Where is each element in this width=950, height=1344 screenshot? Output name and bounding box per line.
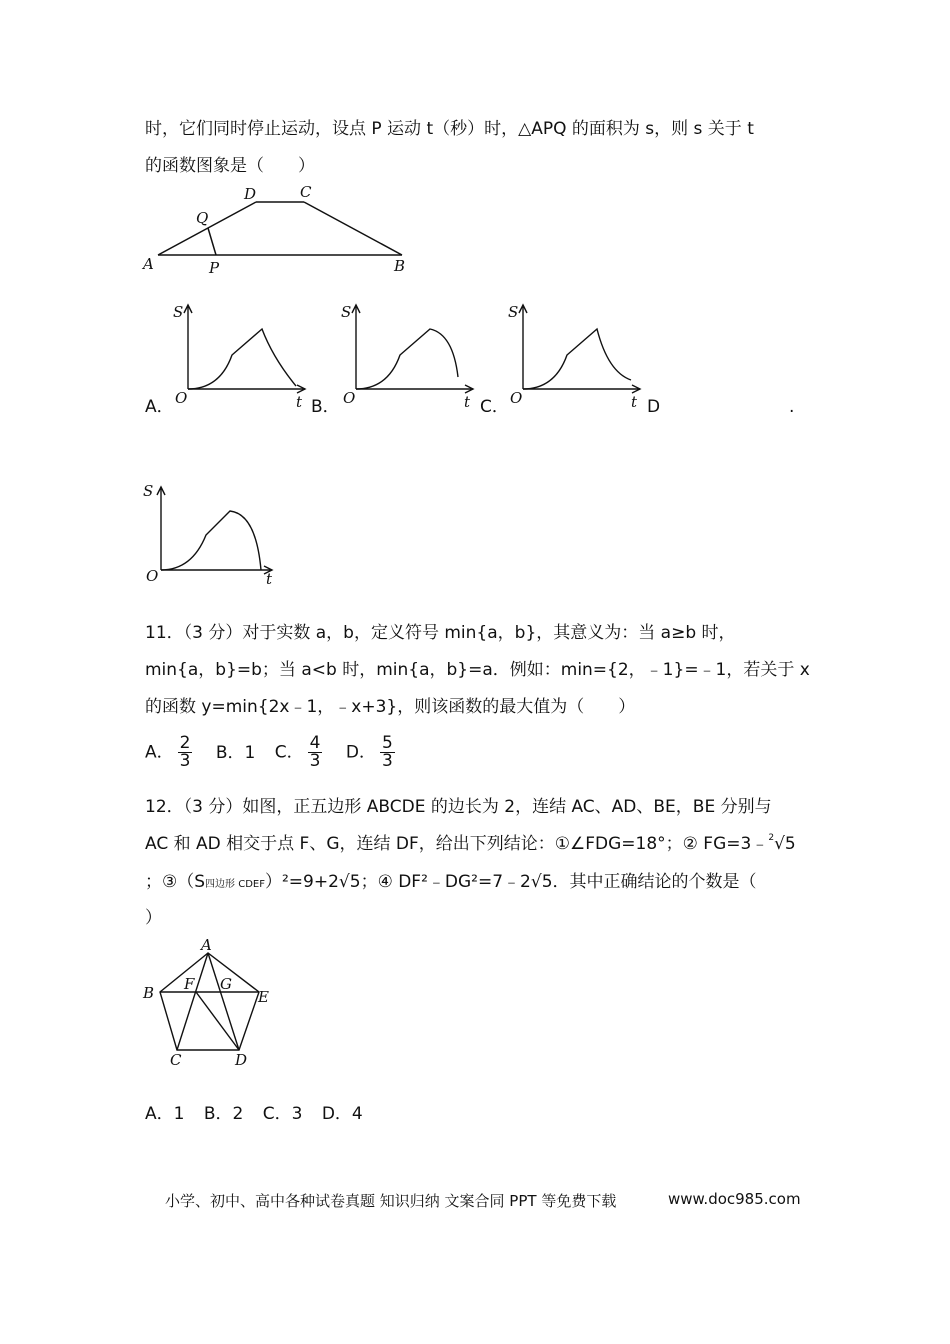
q11-line2: min{a，b}=b；当 a<b 时，min{a，b}=a．例如：min={2，﹣1}=﹣1，若关于 x bbox=[145, 660, 810, 680]
pent-label-D: D bbox=[235, 1051, 248, 1069]
pent-label-C: C bbox=[170, 1051, 182, 1069]
label-D: D bbox=[244, 185, 257, 203]
q10-option-c: C． bbox=[480, 397, 509, 417]
graph-c bbox=[500, 300, 650, 412]
label-C: C bbox=[300, 183, 312, 201]
graph-a-o: O bbox=[175, 389, 188, 407]
q10-option-d-dot: . bbox=[789, 397, 795, 417]
q12-line3: ；③（S四边形 CDEF）²=9+2√5；④ DF²﹣DG²=7﹣2√5．其中正确结论的个数是（ bbox=[145, 872, 757, 892]
q11-options bbox=[145, 735, 413, 770]
q11-option-d: D． $\frac{5}{3}$ bbox=[345, 733, 393, 771]
graph-c-s: S bbox=[508, 303, 519, 321]
label-P: P bbox=[209, 259, 220, 277]
graph-a-t: t bbox=[296, 393, 303, 411]
q10-line1: 时，它们同时停止运动，设点 P 运动 t（秒）时，△APQ 的面积为 s，则 s 关于 t bbox=[145, 119, 754, 139]
q10-line2: 的函数图象是（ ） bbox=[145, 156, 315, 176]
q10-option-d: D bbox=[647, 397, 661, 417]
label-A: A bbox=[143, 255, 154, 273]
q12-line1: 12．（3 分）如图，正五边形 ABCDE 的边长为 2，连结 AC、AD、BE，BE 分别与 bbox=[145, 797, 772, 817]
q12-line4: ） bbox=[145, 908, 162, 928]
q11-line1: 11．（3 分）对于实数 a，b，定义符号 min{a，b}，其意义为：当 a≥b 时， bbox=[145, 623, 736, 643]
graph-c-t: t bbox=[631, 393, 638, 411]
label-B: B bbox=[394, 257, 406, 275]
q12-option-b: B．2 bbox=[203, 1104, 244, 1124]
graph-b bbox=[333, 300, 483, 412]
graph-b-t: t bbox=[464, 393, 471, 411]
graph-c-o: O bbox=[510, 389, 523, 407]
graph-d-t: t bbox=[266, 570, 273, 588]
footer-url[interactable]: www.doc985.com bbox=[668, 1190, 801, 1208]
graph-a-s: S bbox=[173, 303, 184, 321]
pent-label-A: A bbox=[201, 936, 212, 954]
q11-option-c: C． $\frac{4}{3}$ bbox=[274, 733, 321, 771]
pent-label-E: E bbox=[258, 988, 269, 1006]
graph-d-o: O bbox=[146, 567, 159, 585]
pentagon-figure bbox=[140, 935, 280, 1070]
trapezoid-figure bbox=[140, 183, 420, 278]
graph-d-s: S bbox=[143, 482, 154, 500]
pent-label-F: F bbox=[184, 975, 195, 993]
q11-option-b: B．1 bbox=[215, 742, 256, 763]
q11-option-a: A． $\frac{2}{3}$ bbox=[145, 733, 191, 771]
graph-b-o: O bbox=[343, 389, 356, 407]
q10-option-a: A． bbox=[145, 397, 174, 417]
q12-line2: AC 和 AD 相交于点 F、G，连结 DF，给出下列结论：①∠FDG=18°；② FG=3﹣$^2$√5 bbox=[145, 833, 796, 854]
footer-text: 小学、初中、高中各种试卷真题 知识归纳 文案合同 PPT 等免费下载 bbox=[165, 1192, 617, 1210]
q12-option-c: C．3 bbox=[262, 1104, 303, 1124]
q12-option-a: A．1 bbox=[145, 1104, 185, 1124]
q12-option-d: D．4 bbox=[321, 1104, 363, 1124]
graph-d bbox=[140, 478, 290, 590]
graph-b-s: S bbox=[341, 303, 352, 321]
q11-line3: 的函数 y=min{2x﹣1，﹣x+3}，则该函数的最大值为（ ） bbox=[145, 697, 636, 717]
q10-option-b: B． bbox=[311, 397, 340, 417]
graph-a bbox=[165, 300, 315, 412]
pent-label-B: B bbox=[143, 984, 155, 1002]
label-Q: Q bbox=[196, 209, 209, 227]
pent-label-G: G bbox=[220, 975, 232, 993]
q12-options bbox=[145, 1103, 377, 1125]
